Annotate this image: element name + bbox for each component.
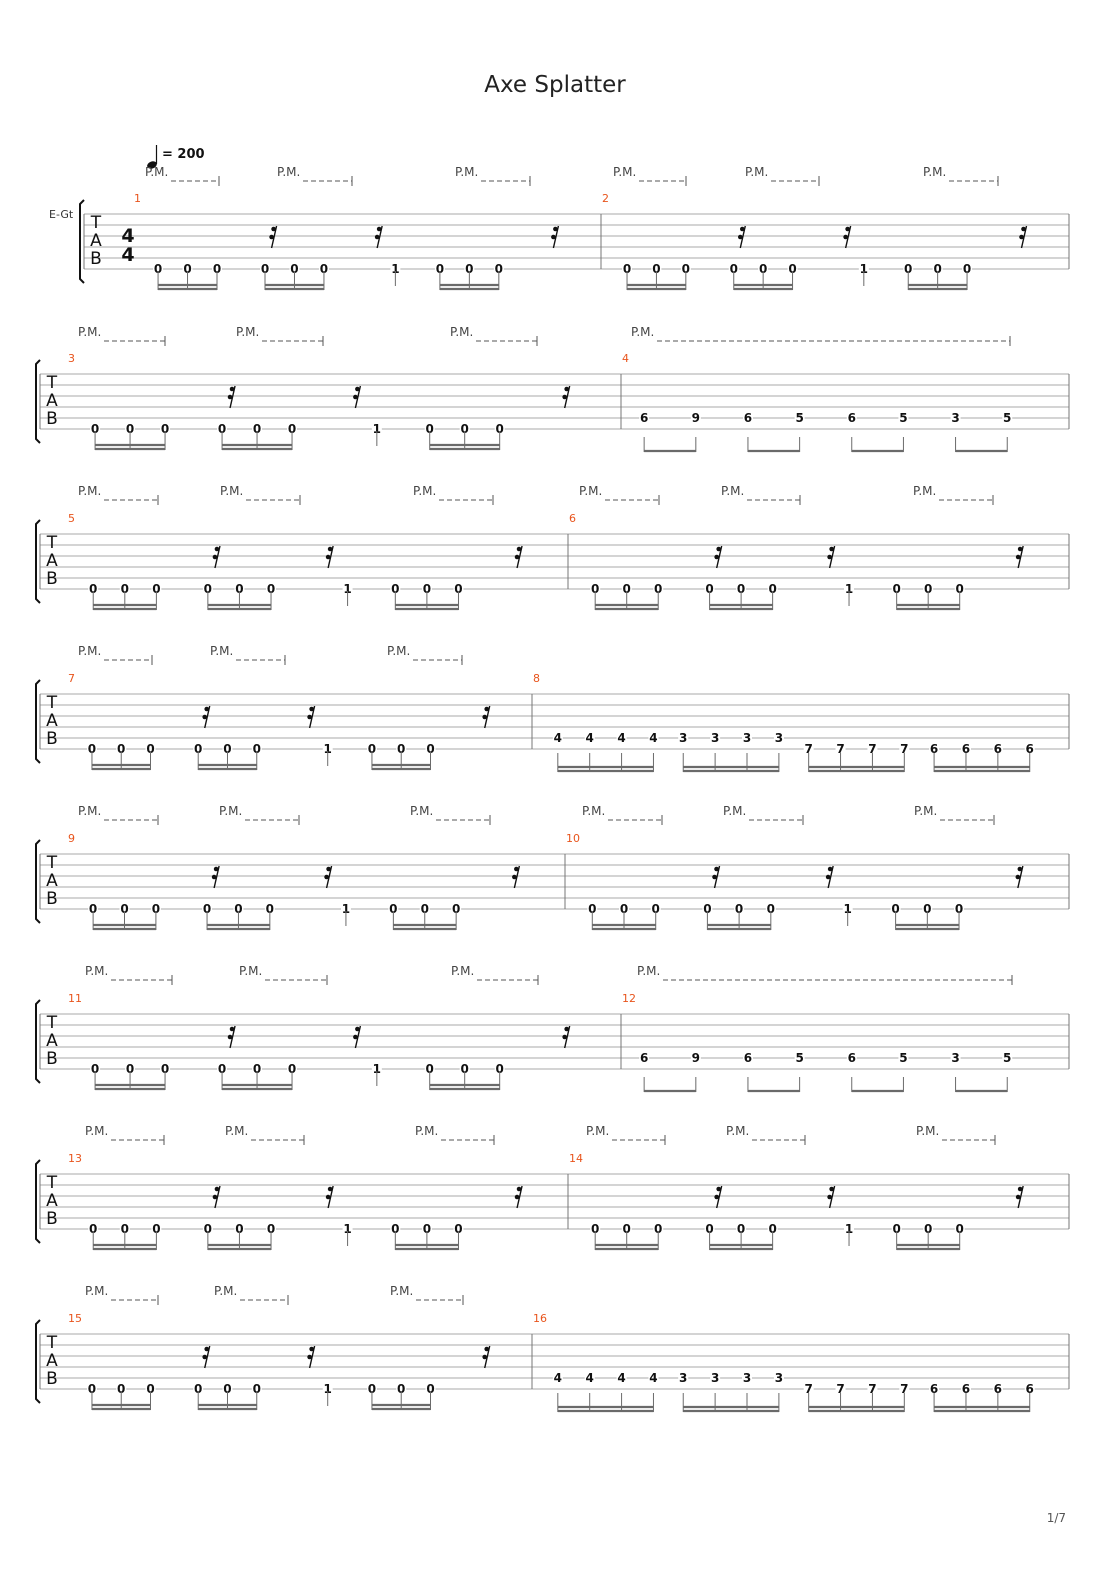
- fret-number: 0: [454, 1222, 463, 1236]
- tab-clef-letter: A: [46, 1031, 58, 1051]
- fret-number: 1: [391, 262, 400, 276]
- fret-number: 0: [494, 262, 504, 276]
- fret-number: 0: [146, 1382, 155, 1396]
- palm-mute-label-4-2: P.M.: [410, 804, 434, 818]
- fret-number: 0: [194, 742, 203, 756]
- fret-number: 0: [146, 742, 155, 756]
- palm-mute-label-2-2: P.M.: [413, 484, 437, 498]
- tab-clef-letter: A: [46, 711, 58, 731]
- fret-number: 5: [795, 1051, 804, 1065]
- fret-number: 4: [553, 1371, 562, 1385]
- fret-number: 0: [89, 1222, 98, 1236]
- fret-number: 6: [639, 411, 649, 425]
- sixteenth-rest: [738, 226, 745, 248]
- fret-number: 0: [217, 422, 227, 436]
- sixteenth-rest: [551, 226, 558, 248]
- system-bracket: [36, 520, 40, 603]
- fret-number: 6: [993, 742, 1003, 756]
- tab-clef-letter: T: [90, 213, 102, 233]
- fret-number: 0: [266, 1222, 276, 1236]
- fret-number: 0: [391, 582, 400, 596]
- fret-number: 4: [585, 731, 594, 745]
- fret-number: 7: [836, 742, 845, 756]
- fret-number: 0: [460, 1062, 469, 1076]
- palm-mute-label-4-5: P.M.: [914, 804, 938, 818]
- sixteenth-rest: [714, 546, 721, 568]
- fret-number: 0: [904, 262, 913, 276]
- fret-number: 0: [234, 902, 243, 916]
- fret-number: 0: [235, 1222, 244, 1236]
- fret-number: 0: [420, 902, 429, 916]
- fret-number: 0: [758, 262, 768, 276]
- fret-number: 0: [252, 1382, 261, 1396]
- fret-number: 0: [397, 742, 406, 756]
- tab-clef-letter: B: [46, 409, 58, 429]
- fret-number: 1: [341, 902, 351, 916]
- palm-mute-label-4-4: P.M.: [723, 804, 747, 818]
- fret-number: 0: [88, 902, 98, 916]
- fret-number: 6: [1025, 742, 1034, 756]
- fret-number: 3: [742, 731, 752, 745]
- fret-number: 0: [622, 262, 632, 276]
- fret-number: 0: [202, 902, 212, 916]
- fret-number: 9: [691, 1051, 701, 1065]
- song-title: Axe Splatter: [484, 72, 626, 98]
- sixteenth-rest: [562, 386, 569, 408]
- fret-number: 0: [955, 582, 964, 596]
- fret-number: 0: [367, 1382, 377, 1396]
- fret-number: 0: [622, 582, 631, 596]
- fret-number: 6: [847, 411, 856, 425]
- palm-mute-label-6-1: P.M.: [225, 1124, 249, 1138]
- sixteenth-rest: [714, 1186, 721, 1208]
- fret-number: 3: [742, 1371, 752, 1385]
- sixteenth-rest: [326, 1186, 333, 1208]
- palm-mute-label-2-3: P.M.: [579, 484, 603, 498]
- tab-clef-letter: A: [46, 1351, 58, 1371]
- fret-number: 0: [160, 422, 170, 436]
- fret-number: 0: [117, 742, 126, 756]
- fret-number: 5: [1003, 1051, 1012, 1065]
- sixteenth-rest: [375, 226, 382, 248]
- fret-number: 0: [260, 262, 270, 276]
- system-bracket: [36, 1000, 40, 1083]
- palm-mute-label-2-4: P.M.: [721, 484, 745, 498]
- fret-number: 0: [954, 902, 964, 916]
- palm-mute-label-3-2: P.M.: [387, 644, 411, 658]
- fret-number: 0: [397, 1382, 406, 1396]
- fret-number: 1: [343, 1222, 352, 1236]
- fret-number: 0: [152, 582, 161, 596]
- fret-number: 0: [729, 262, 738, 276]
- sixteenth-rest: [269, 226, 276, 248]
- fret-number: 7: [804, 742, 813, 756]
- measure-number: 12: [622, 992, 636, 1005]
- sixteenth-rest: [1016, 1186, 1023, 1208]
- sixteenth-rest: [482, 1346, 489, 1368]
- fret-number: 6: [993, 1382, 1003, 1396]
- fret-number: 3: [679, 731, 688, 745]
- fret-number: 0: [252, 422, 262, 436]
- fret-number: 0: [892, 582, 901, 596]
- tab-clef-letter: T: [46, 1013, 58, 1033]
- fret-number: 0: [120, 902, 129, 916]
- measure-number: 1: [134, 192, 141, 205]
- fret-number: 0: [87, 1382, 97, 1396]
- tab-clef-letter: B: [46, 569, 58, 589]
- fret-number: 7: [868, 1382, 877, 1396]
- palm-mute-label-4-1: P.M.: [219, 804, 243, 818]
- fret-number: 0: [591, 582, 600, 596]
- tab-clef-letter: B: [46, 889, 58, 909]
- system-bracket: [36, 360, 40, 443]
- tab-clef-letter: B: [46, 1369, 58, 1389]
- fret-number: 3: [951, 411, 960, 425]
- system-bracket: [36, 1160, 40, 1243]
- measure-number: 15: [68, 1312, 82, 1325]
- fret-number: 3: [951, 1051, 960, 1065]
- fret-number: 0: [495, 422, 504, 436]
- sixteenth-rest: [307, 706, 314, 728]
- fret-number: 0: [465, 262, 474, 276]
- palm-mute-label-2-0: P.M.: [78, 484, 102, 498]
- fret-number: 4: [649, 731, 658, 745]
- fret-number: 0: [681, 262, 691, 276]
- fret-number: 0: [435, 262, 445, 276]
- fret-number: 6: [847, 1051, 856, 1065]
- sixteenth-rest: [228, 1026, 235, 1048]
- time-signature-denominator: 4: [121, 244, 135, 266]
- fret-number: 3: [710, 731, 720, 745]
- fret-number: 4: [553, 731, 562, 745]
- fret-number: 0: [367, 742, 377, 756]
- sixteenth-rest: [1019, 226, 1026, 248]
- sixteenth-rest: [515, 1186, 522, 1208]
- tab-clef-letter: T: [46, 853, 58, 873]
- fret-number: 0: [425, 422, 434, 436]
- sixteenth-rest: [515, 546, 522, 568]
- fret-number: 1: [843, 902, 852, 916]
- fret-number: 7: [900, 742, 909, 756]
- fret-number: 0: [152, 1222, 161, 1236]
- palm-mute-label-3-1: P.M.: [210, 644, 234, 658]
- fret-number: 0: [652, 262, 661, 276]
- fret-number: 0: [89, 582, 98, 596]
- fret-number: 0: [654, 582, 663, 596]
- palm-mute-label-2-1: P.M.: [220, 484, 244, 498]
- palm-mute-label-5-1: P.M.: [239, 964, 263, 978]
- fret-number: 3: [774, 731, 784, 745]
- fret-number: 0: [125, 422, 135, 436]
- fret-number: 0: [422, 582, 432, 596]
- fret-number: 1: [844, 582, 854, 596]
- fret-number: 0: [203, 582, 213, 596]
- tab-clef-letter: B: [46, 1049, 58, 1069]
- fret-number: 0: [451, 902, 461, 916]
- fret-number: 0: [287, 422, 297, 436]
- palm-mute-label-6-5: P.M.: [916, 1124, 940, 1138]
- fret-number: 0: [924, 582, 933, 596]
- palm-mute-label-7-2: P.M.: [390, 1284, 414, 1298]
- palm-mute-label-3-0: P.M.: [78, 644, 102, 658]
- sixteenth-rest: [843, 226, 850, 248]
- tab-clef-letter: A: [46, 391, 58, 411]
- tab-clef-letter: A: [90, 231, 102, 251]
- fret-number: 0: [454, 582, 463, 596]
- fret-number: 1: [859, 262, 868, 276]
- palm-mute-label-0-3: P.M.: [613, 165, 637, 179]
- fret-number: 5: [899, 411, 908, 425]
- fret-number: 0: [287, 1062, 297, 1076]
- fret-number: 0: [290, 262, 299, 276]
- sixteenth-rest: [712, 866, 719, 888]
- palm-mute-label-1-0: P.M.: [78, 325, 102, 339]
- fret-number: 0: [736, 1222, 746, 1236]
- time-signature-numerator: 4: [121, 225, 135, 247]
- fret-number: 0: [933, 262, 942, 276]
- tab-clef-letter: T: [46, 1173, 58, 1193]
- system-bracket: [36, 1320, 40, 1403]
- fret-number: 0: [705, 1222, 714, 1236]
- palm-mute-label-6-3: P.M.: [586, 1124, 610, 1138]
- tab-clef-letter: T: [46, 1333, 58, 1353]
- fret-number: 6: [1025, 1382, 1034, 1396]
- measure-number: 3: [68, 352, 75, 365]
- system-bracket: [36, 840, 40, 923]
- fret-number: 0: [768, 582, 777, 596]
- palm-mute-label-5-2: P.M.: [451, 964, 475, 978]
- sixteenth-rest: [826, 866, 833, 888]
- fret-number: 0: [235, 582, 244, 596]
- palm-mute-label-0-1: P.M.: [277, 165, 301, 179]
- fret-number: 6: [961, 742, 971, 756]
- fret-number: 0: [422, 1222, 432, 1236]
- fret-number: 4: [617, 731, 626, 745]
- measure-number: 13: [68, 1152, 82, 1165]
- fret-number: 0: [389, 902, 398, 916]
- palm-mute-label-2-5: P.M.: [913, 484, 937, 498]
- fret-number: 0: [460, 422, 469, 436]
- measure-number: 5: [68, 512, 75, 525]
- fret-number: 3: [774, 1371, 784, 1385]
- fret-number: 6: [743, 411, 753, 425]
- fret-number: 0: [705, 582, 714, 596]
- fret-number: 0: [87, 742, 97, 756]
- fret-number: 0: [651, 902, 660, 916]
- fret-number: 3: [679, 1371, 688, 1385]
- measure-number: 8: [533, 672, 540, 685]
- fret-number: 0: [924, 1222, 933, 1236]
- fret-number: 5: [1003, 411, 1012, 425]
- palm-mute-label-1-1: P.M.: [236, 325, 260, 339]
- fret-number: 0: [495, 1062, 504, 1076]
- fret-number: 0: [90, 422, 100, 436]
- fret-number: 0: [265, 902, 275, 916]
- fret-number: 7: [868, 742, 877, 756]
- fret-number: 0: [153, 262, 163, 276]
- fret-number: 5: [795, 411, 804, 425]
- palm-mute-label-0-5: P.M.: [923, 165, 947, 179]
- fret-number: 0: [223, 1382, 232, 1396]
- palm-mute-label-1-3: P.M.: [631, 325, 655, 339]
- tab-clef-letter: B: [46, 1209, 58, 1229]
- fret-number: 0: [252, 1062, 262, 1076]
- palm-mute-label-7-1: P.M.: [214, 1284, 238, 1298]
- measure-number: 11: [68, 992, 82, 1005]
- fret-number: 0: [955, 1222, 964, 1236]
- tab-clef-letter: A: [46, 551, 58, 571]
- fret-number: 7: [900, 1382, 909, 1396]
- fret-number: 1: [323, 742, 332, 756]
- fret-number: 0: [90, 1062, 100, 1076]
- fret-number: 7: [836, 1382, 845, 1396]
- fret-number: 0: [125, 1062, 135, 1076]
- fret-number: 0: [588, 902, 597, 916]
- fret-number: 0: [891, 902, 900, 916]
- sixteenth-rest: [213, 1186, 220, 1208]
- sixteenth-rest: [202, 1346, 209, 1368]
- measure-number: 7: [68, 672, 75, 685]
- fret-number: 0: [120, 582, 129, 596]
- sixteenth-rest: [353, 1026, 360, 1048]
- fret-number: 6: [639, 1051, 649, 1065]
- system-bracket: [36, 680, 40, 763]
- fret-number: 0: [151, 902, 161, 916]
- fret-number: 0: [391, 1222, 400, 1236]
- palm-mute-label-4-3: P.M.: [582, 804, 606, 818]
- fret-number: 5: [899, 1051, 908, 1065]
- tab-clef-letter: B: [46, 729, 58, 749]
- fret-number: 0: [734, 902, 744, 916]
- fret-number: 6: [929, 742, 939, 756]
- fret-number: 0: [203, 1222, 213, 1236]
- sixteenth-rest: [213, 546, 220, 568]
- tempo-value: = 200: [162, 147, 205, 162]
- fret-number: 0: [426, 1382, 435, 1396]
- fret-number: 0: [212, 262, 222, 276]
- tab-clef-letter: T: [46, 693, 58, 713]
- palm-mute-label-6-2: P.M.: [415, 1124, 439, 1138]
- sixteenth-rest: [512, 866, 519, 888]
- fret-number: 0: [426, 742, 435, 756]
- tab-clef-letter: B: [90, 249, 102, 269]
- fret-number: 3: [710, 1371, 720, 1385]
- system-bracket: [80, 200, 84, 283]
- sixteenth-rest: [1016, 866, 1023, 888]
- fret-number: 4: [617, 1371, 626, 1385]
- fret-number: 6: [929, 1382, 939, 1396]
- palm-mute-label-7-0: P.M.: [85, 1284, 109, 1298]
- fret-number: 0: [766, 902, 776, 916]
- tab-clef-letter: A: [46, 1191, 58, 1211]
- fret-number: 0: [266, 582, 276, 596]
- fret-number: 0: [217, 1062, 227, 1076]
- sixteenth-rest: [228, 386, 235, 408]
- fret-number: 0: [252, 742, 261, 756]
- fret-number: 0: [223, 742, 232, 756]
- sixteenth-rest: [324, 866, 331, 888]
- palm-mute-label-6-0: P.M.: [85, 1124, 109, 1138]
- fret-number: 0: [117, 1382, 126, 1396]
- fret-number: 0: [654, 1222, 663, 1236]
- fret-number: 6: [743, 1051, 753, 1065]
- fret-number: 0: [194, 1382, 203, 1396]
- fret-number: 0: [622, 1222, 631, 1236]
- fret-number: 0: [703, 902, 712, 916]
- palm-mute-label-0-4: P.M.: [745, 165, 769, 179]
- fret-number: 1: [844, 1222, 854, 1236]
- palm-mute-label-5-0: P.M.: [85, 964, 109, 978]
- sixteenth-rest: [307, 1346, 314, 1368]
- fret-number: 6: [961, 1382, 971, 1396]
- sixteenth-rest: [353, 386, 360, 408]
- palm-mute-label-6-4: P.M.: [726, 1124, 750, 1138]
- measure-number: 16: [533, 1312, 547, 1325]
- sixteenth-rest: [1016, 546, 1023, 568]
- sixteenth-rest: [562, 1026, 569, 1048]
- fret-number: 0: [319, 262, 329, 276]
- fret-number: 1: [372, 422, 382, 436]
- measure-number: 4: [622, 352, 629, 365]
- fret-number: 4: [585, 1371, 594, 1385]
- fret-number: 0: [160, 1062, 170, 1076]
- fret-number: 9: [691, 411, 701, 425]
- sixteenth-rest: [827, 546, 834, 568]
- palm-mute-label-4-0: P.M.: [78, 804, 102, 818]
- tab-clef-letter: T: [46, 533, 58, 553]
- sixteenth-rest: [482, 706, 489, 728]
- measure-number: 14: [569, 1152, 583, 1165]
- fret-number: 0: [923, 902, 932, 916]
- palm-mute-label-0-2: P.M.: [455, 165, 479, 179]
- fret-number: 0: [768, 1222, 777, 1236]
- fret-number: 1: [323, 1382, 332, 1396]
- fret-number: 0: [962, 262, 972, 276]
- sixteenth-rest: [326, 546, 333, 568]
- fret-number: 0: [591, 1222, 600, 1236]
- fret-number: 0: [736, 582, 746, 596]
- measure-number: 2: [602, 192, 609, 205]
- fret-number: 4: [649, 1371, 658, 1385]
- sixteenth-rest: [202, 706, 209, 728]
- fret-number: 0: [892, 1222, 901, 1236]
- fret-number: 0: [619, 902, 629, 916]
- palm-mute-label-5-3: P.M.: [637, 964, 661, 978]
- fret-number: 0: [788, 262, 797, 276]
- fret-number: 1: [372, 1062, 382, 1076]
- sixteenth-rest: [212, 866, 219, 888]
- fret-number: 1: [343, 582, 352, 596]
- palm-mute-label-0-0: P.M.: [145, 165, 169, 179]
- measure-number: 10: [566, 832, 580, 845]
- sixteenth-rest: [827, 1186, 834, 1208]
- measure-number: 9: [68, 832, 75, 845]
- instrument-label: E-Gt: [49, 208, 74, 221]
- fret-number: 0: [120, 1222, 129, 1236]
- palm-mute-label-1-2: P.M.: [450, 325, 474, 339]
- fret-number: 0: [425, 1062, 434, 1076]
- fret-number: 0: [183, 262, 192, 276]
- tab-clef-letter: A: [46, 871, 58, 891]
- measure-number: 6: [569, 512, 576, 525]
- page-number: 1/7: [1046, 1511, 1066, 1525]
- fret-number: 7: [804, 1382, 813, 1396]
- tab-clef-letter: T: [46, 373, 58, 393]
